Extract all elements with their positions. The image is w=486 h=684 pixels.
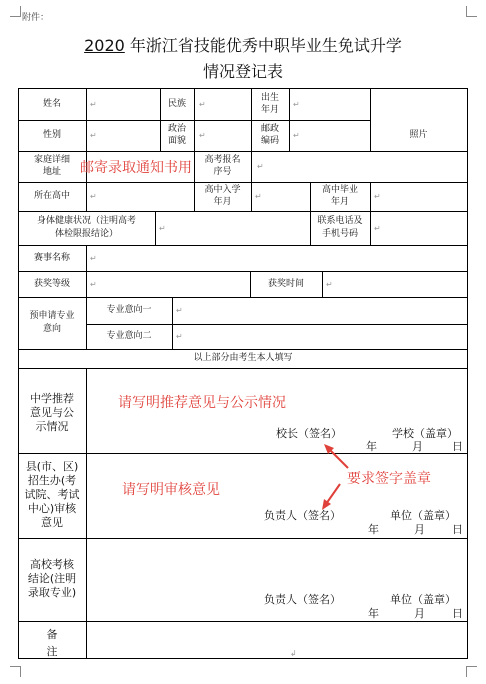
label-contact-2: 手机号码 — [321, 229, 358, 239]
label-postcode-2: 编码 — [260, 136, 279, 146]
field-gender[interactable]: ↵ — [90, 131, 97, 140]
section3-sign-label: 负责人（签名） — [264, 593, 341, 606]
col-line — [289, 88, 290, 151]
section2-date-day: 日 — [452, 523, 463, 536]
label-address-2: 地址 — [42, 167, 61, 177]
remarks-label-2: 注 — [46, 645, 58, 658]
section3-seal-label: 单位（盖章） — [390, 593, 456, 606]
form-title-line1 — [0, 36, 486, 56]
col-line — [86, 271, 87, 297]
page-corner-mark — [10, 6, 21, 17]
field-remarks[interactable]: ↲ — [290, 649, 297, 658]
col-line — [172, 297, 173, 349]
field-contact[interactable]: ↵ — [374, 224, 381, 233]
section3-date-day: 日 — [452, 607, 463, 620]
label-hs-grad-1: 高中毕业 — [321, 185, 358, 195]
col-line — [251, 182, 252, 211]
col-line — [86, 88, 87, 151]
label-exam-no-2: 序号 — [213, 167, 232, 177]
col-line — [370, 211, 371, 245]
row-line — [86, 324, 468, 325]
col-line — [370, 182, 371, 211]
row-line — [18, 349, 468, 350]
label-political-1: 政治 — [167, 124, 186, 134]
sign-note: 要求签字盖章 — [347, 471, 431, 487]
field-postcode[interactable]: ↵ — [293, 131, 300, 140]
page-corner-mark — [466, 666, 477, 677]
label-ethnicity: 民族 — [167, 99, 186, 109]
label-address-1: 家庭详细 — [33, 155, 70, 165]
col-line — [370, 88, 371, 151]
table-border — [467, 88, 468, 659]
section3-date-year: 年 — [368, 607, 379, 620]
section2-date-month: 月 — [414, 523, 425, 536]
title-year: 2020 — [84, 36, 125, 55]
field-major-intent-1[interactable]: ↵ — [176, 306, 183, 315]
photo-label: 照片 — [409, 130, 428, 140]
section3-date-month: 月 — [414, 607, 425, 620]
section3-label-3: 录取专业) — [27, 586, 77, 599]
section2-label-3: 试院、考试 — [24, 488, 80, 501]
table-border — [18, 658, 468, 659]
section2-seal-label: 单位（盖章） — [390, 509, 456, 522]
section1-date-month: 月 — [412, 440, 423, 453]
label-hs-grad-2: 年月 — [330, 197, 349, 207]
page-corner-mark — [466, 6, 477, 17]
field-ethnicity[interactable]: ↵ — [199, 100, 206, 109]
row-line — [18, 211, 468, 212]
section2-date-year: 年 — [368, 523, 379, 536]
attachment-label: 附件： — [22, 13, 50, 23]
label-contact-1: 联系电话及 — [317, 216, 363, 226]
col-line — [86, 182, 87, 211]
field-health[interactable]: ↵ — [159, 224, 166, 233]
recommend-note: 请写明推荐意见与公示情况 — [118, 395, 286, 411]
section2-label-2: 招生办(考 — [27, 474, 77, 487]
section2-sign-label: 负责人（签名） — [264, 509, 341, 522]
label-competition: 赛事名称 — [33, 253, 70, 263]
section1-sign-label: 校长（签名） — [276, 427, 342, 440]
section1-seal-label: 学校（盖章） — [392, 427, 458, 440]
col-line — [322, 271, 323, 297]
label-political-2: 面貌 — [167, 136, 186, 146]
field-major-intent-2[interactable]: ↵ — [176, 332, 183, 341]
field-school[interactable]: ↵ — [90, 192, 97, 201]
label-major-app-1: 预申请专业 — [29, 311, 75, 321]
field-name[interactable]: ↵ — [90, 100, 97, 109]
section1-date-day: 日 — [452, 440, 463, 453]
label-health-2: 体检限报结论） — [54, 229, 118, 239]
form-title-line2: 情况登记表 — [202, 62, 283, 81]
label-major-intent-1: 专业意向一 — [106, 305, 152, 315]
section2-label-4: 中心)审核 — [27, 502, 77, 515]
label-major-app-2: 意向 — [42, 324, 61, 334]
col-line — [251, 151, 252, 182]
label-school: 所在高中 — [33, 191, 70, 201]
remarks-label-1: 备 — [46, 628, 58, 641]
label-postcode-1: 邮政 — [260, 124, 279, 134]
col-line — [86, 245, 87, 271]
page-corner-mark — [10, 666, 21, 677]
arrow-icon — [318, 440, 368, 530]
mail-note: 邮寄录取通知书用 — [80, 160, 192, 176]
field-hs-entry[interactable]: ↵ — [255, 192, 262, 201]
section2-label-1: 县(市、区) — [25, 460, 79, 473]
label-health-1: 身体健康状况（注明高考 — [36, 216, 136, 226]
field-birth[interactable]: ↵ — [293, 100, 300, 109]
label-major-intent-2: 专业意向二 — [106, 331, 152, 341]
field-hs-grad[interactable]: ↵ — [374, 192, 381, 201]
section1-label-3: 示情况 — [35, 420, 69, 433]
section1-label-2: 意见与公 — [30, 406, 74, 419]
col-line — [86, 368, 87, 658]
label-gender: 性别 — [42, 130, 61, 140]
review-note: 请写明审核意见 — [122, 482, 220, 498]
field-political[interactable]: ↵ — [199, 131, 206, 140]
field-award-level[interactable]: ↵ — [90, 280, 97, 289]
label-award-level: 获奖等级 — [33, 279, 70, 289]
col-line — [194, 88, 195, 151]
col-line — [155, 211, 156, 245]
section1-date-year: 年 — [366, 440, 377, 453]
section1-label-1: 中学推荐 — [30, 392, 74, 405]
section3-label-2: 结论(注明 — [27, 572, 77, 585]
label-birth-2: 年月 — [260, 105, 279, 115]
label-hs-entry-2: 年月 — [213, 197, 232, 207]
field-exam-no[interactable]: ↵ — [257, 162, 264, 171]
label-hs-entry-1: 高中入学 — [204, 185, 241, 195]
section3-label-1: 高校考核 — [30, 558, 74, 571]
field-award-time[interactable]: ↵ — [326, 280, 333, 289]
title-text: 年浙江省技能优秀中职毕业生免试升学 — [129, 36, 402, 55]
label-award-time: 获奖时间 — [267, 279, 304, 289]
label-name: 姓名 — [42, 99, 61, 109]
section2-label-5: 意见 — [41, 516, 63, 529]
filled-by-note: 以上部分由考生本人填写 — [193, 353, 293, 363]
label-exam-no-1: 高考报名 — [204, 155, 241, 165]
field-competition[interactable]: ↵ — [90, 254, 97, 263]
label-birth-1: 出生 — [260, 93, 279, 103]
